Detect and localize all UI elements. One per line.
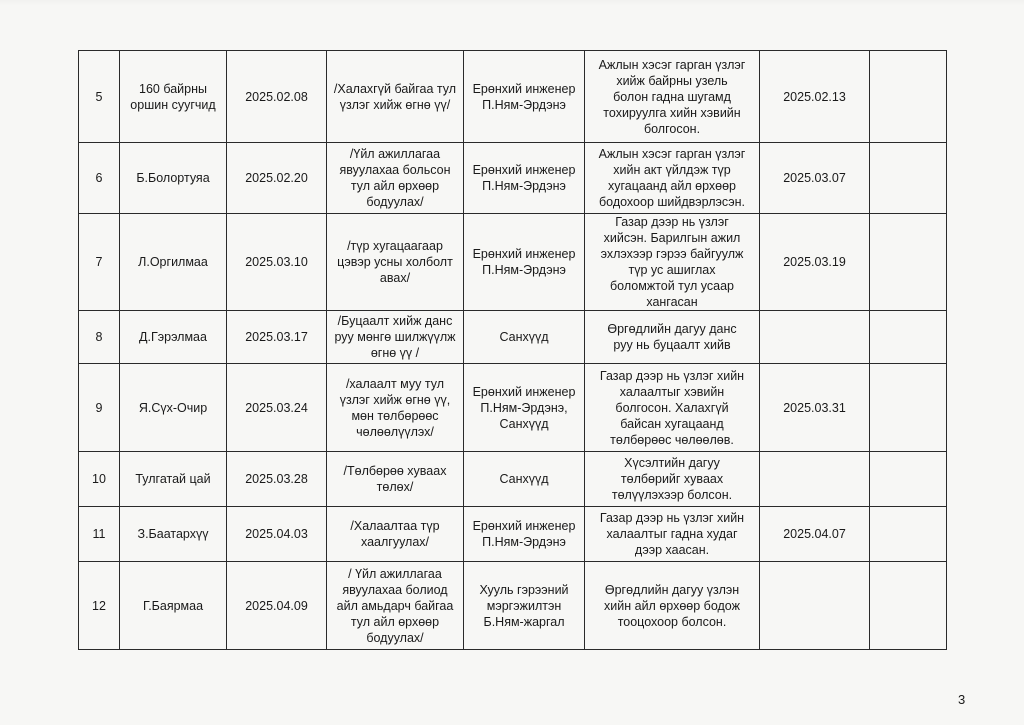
row-number-text: 11	[92, 527, 106, 541]
action-taken-text: Газар дээр нь үзлэг хийсэн. Барилгын ажил эхлэхээр гэрээ байгуулж түр ус ашиглах боломжтой тул усаар хангасан	[600, 215, 744, 309]
applicant-name	[120, 562, 227, 650]
table-row	[79, 311, 947, 364]
submission-date-text: 2025.04.03	[245, 527, 308, 541]
request-text-text: /халаалт муу тул үзлэг хийж өгнө үү, мөн төлбөрөөс чөлөөлүүлэх/	[339, 376, 451, 439]
applicant-name-text: 160 байрны оршин суугчид	[130, 81, 216, 112]
submission-date	[227, 507, 327, 562]
action-taken	[585, 507, 760, 562]
request-text	[327, 143, 464, 214]
request-text	[327, 562, 464, 650]
submission-date	[227, 364, 327, 452]
action-taken-text: Газар дээр нь үзлэг хийн халаалтыг гадна худаг дээр хаасан.	[599, 511, 745, 557]
applicant-name	[120, 311, 227, 364]
submission-date-text: 2025.03.17	[245, 330, 308, 344]
applicant-name-text: Л.Оргилмаа	[138, 255, 208, 269]
resolved-date	[760, 562, 870, 650]
submission-date-text: 2025.03.10	[245, 255, 308, 269]
action-taken-text: Газар дээр нь үзлэг хийн халаалтыг хэвийн болгосон. Халахгүй байсан хугацаанд төлбөрөөс чөлөөлөв.	[599, 368, 745, 447]
responsible-party-text: Санхүүд	[499, 330, 549, 344]
applicant-name	[120, 143, 227, 214]
complaints-table	[78, 50, 947, 650]
submission-date-text: 2025.02.08	[245, 89, 308, 104]
note-cell	[870, 143, 947, 214]
responsible-party	[464, 214, 585, 311]
submission-date-text: 2025.02.20	[245, 171, 308, 185]
applicant-name-text: Тулгатай цай	[135, 472, 211, 486]
row-number	[79, 364, 120, 452]
resolved-date-text: 2025.03.19	[783, 255, 846, 269]
row-number-text: 5	[95, 89, 103, 104]
resolved-date-text: 2025.03.31	[783, 400, 846, 415]
row-number	[79, 311, 120, 364]
resolved-date	[760, 364, 870, 452]
request-text	[327, 364, 464, 452]
request-text-text: /Халахгүй байгаа тул үзлэг хийж өгнө үү/	[333, 81, 457, 112]
responsible-party	[464, 507, 585, 562]
request-text-text: / Үйл ажиллагаа явуулахаа болиод айл амьдарч байгаа тул айл өрхөөр бодуулах/	[336, 566, 454, 645]
applicant-name	[120, 214, 227, 311]
action-taken	[585, 214, 760, 311]
request-text	[327, 507, 464, 562]
row-number-text: 6	[95, 171, 103, 185]
resolved-date-text: 2025.04.07	[783, 527, 846, 541]
row-number	[79, 507, 120, 562]
action-taken-text: Өргөдлийн дагуу данс руу нь буцаалт хийв	[607, 322, 737, 352]
table-row	[79, 562, 947, 650]
table-row	[79, 214, 947, 311]
row-number	[79, 143, 120, 214]
action-taken	[585, 311, 760, 364]
row-number-text: 7	[95, 255, 103, 269]
page-number: 3	[958, 692, 966, 707]
responsible-party	[464, 452, 585, 507]
request-text-text: /Төлбөрөө хуваах төлөх/	[343, 464, 447, 494]
resolved-date	[760, 507, 870, 562]
row-number-text: 8	[95, 330, 103, 344]
action-taken-text: Өргөдлийн дагуу үзлэн хийн айл өрхөөр бодож тооцохоор болсон.	[604, 582, 740, 629]
applicant-name	[120, 51, 227, 143]
action-taken	[585, 452, 760, 507]
responsible-party-text: Ерөнхий инженер П.Ням-Эрдэнэ	[472, 163, 576, 193]
row-number	[79, 51, 120, 143]
row-number	[79, 214, 120, 311]
responsible-party-text: Хууль гэрээний мэргэжилтэн Б.Ням-жаргал	[479, 582, 569, 629]
note-cell	[870, 452, 947, 507]
request-text	[327, 51, 464, 143]
submission-date-text: 2025.04.09	[245, 598, 308, 613]
submission-date	[227, 311, 327, 364]
resolved-date	[760, 311, 870, 364]
responsible-party-text: Ерөнхий инженер П.Ням-Эрдэнэ	[472, 81, 576, 112]
applicant-name-text: Я.Сүх-Очир	[138, 400, 208, 415]
row-number-text: 10	[92, 472, 106, 486]
submission-date	[227, 562, 327, 650]
responsible-party-text: Ерөнхий инженер П.Ням-Эрдэнэ	[472, 247, 576, 277]
responsible-party	[464, 311, 585, 364]
applicant-name-text: Д.Гэрэлмаа	[139, 330, 207, 344]
resolved-date-text: 2025.02.13	[783, 89, 846, 104]
resolved-date	[760, 51, 870, 143]
table-row	[79, 452, 947, 507]
request-text	[327, 214, 464, 311]
submission-date	[227, 214, 327, 311]
responsible-party	[464, 364, 585, 452]
resolved-date	[760, 143, 870, 214]
note-cell	[870, 507, 947, 562]
responsible-party-text: Ерөнхий инженер П.Ням-Эрдэнэ	[472, 519, 576, 549]
action-taken	[585, 562, 760, 650]
resolved-date	[760, 214, 870, 311]
row-number-text: 9	[95, 400, 103, 415]
request-text-text: /Буцаалт хийж данс руу мөнгө шилжүүлж өгнө үү /	[334, 314, 456, 360]
request-text	[327, 452, 464, 507]
table-body	[79, 51, 947, 650]
submission-date	[227, 452, 327, 507]
applicant-name-text: З.Баатархүү	[137, 527, 209, 541]
applicant-name	[120, 364, 227, 452]
request-text-text: /Үйл ажиллагаа явуулахаа больсон тул айл өрхөөр бодуулах/	[339, 147, 451, 209]
table-row	[79, 364, 947, 452]
row-number-text: 12	[92, 598, 106, 613]
note-cell	[870, 214, 947, 311]
note-cell	[870, 364, 947, 452]
table-row	[79, 143, 947, 214]
applicant-name	[120, 507, 227, 562]
table-row	[79, 507, 947, 562]
request-text-text: /түр хугацаагаар цэвэр усны холболт авах/	[337, 239, 453, 285]
note-cell	[870, 311, 947, 364]
row-number	[79, 452, 120, 507]
table-row	[79, 51, 947, 143]
resolved-date	[760, 452, 870, 507]
note-cell	[870, 562, 947, 650]
row-number	[79, 562, 120, 650]
applicant-name-text: Г.Баярмаа	[142, 598, 204, 613]
request-text-text: /Халаалтаа түр хаалгуулах/	[350, 519, 440, 549]
action-taken	[585, 364, 760, 452]
responsible-party	[464, 51, 585, 143]
resolved-date-text: 2025.03.07	[783, 171, 846, 185]
submission-date	[227, 143, 327, 214]
action-taken-text: Хүсэлтийн дагуу төлбөрийг хуваах төлүүлэхээр болсон.	[611, 456, 733, 502]
responsible-party-text: Санхүүд	[499, 472, 549, 486]
submission-date-text: 2025.03.28	[245, 472, 308, 486]
applicant-name	[120, 452, 227, 507]
submission-date-text: 2025.03.24	[245, 400, 308, 415]
submission-date	[227, 51, 327, 143]
action-taken-text: Ажлын хэсэг гарган үзлэг хийж байрны узель болон гадна шугамд тохируулга хийн хэвийн болгосон.	[598, 57, 746, 136]
action-taken	[585, 143, 760, 214]
responsible-party	[464, 562, 585, 650]
responsible-party-text: Ерөнхий инженер П.Ням-Эрдэнэ, Санхүүд	[472, 384, 576, 431]
request-text	[327, 311, 464, 364]
action-taken-text: Ажлын хэсэг гарган үзлэг хийн акт үйлдэж түр хугацаанд айл өрхөөр бодохоор шийдвэрлэсэн.	[598, 147, 746, 209]
note-cell	[870, 51, 947, 143]
responsible-party	[464, 143, 585, 214]
action-taken	[585, 51, 760, 143]
applicant-name-text: Б.Болортуяа	[136, 171, 210, 185]
